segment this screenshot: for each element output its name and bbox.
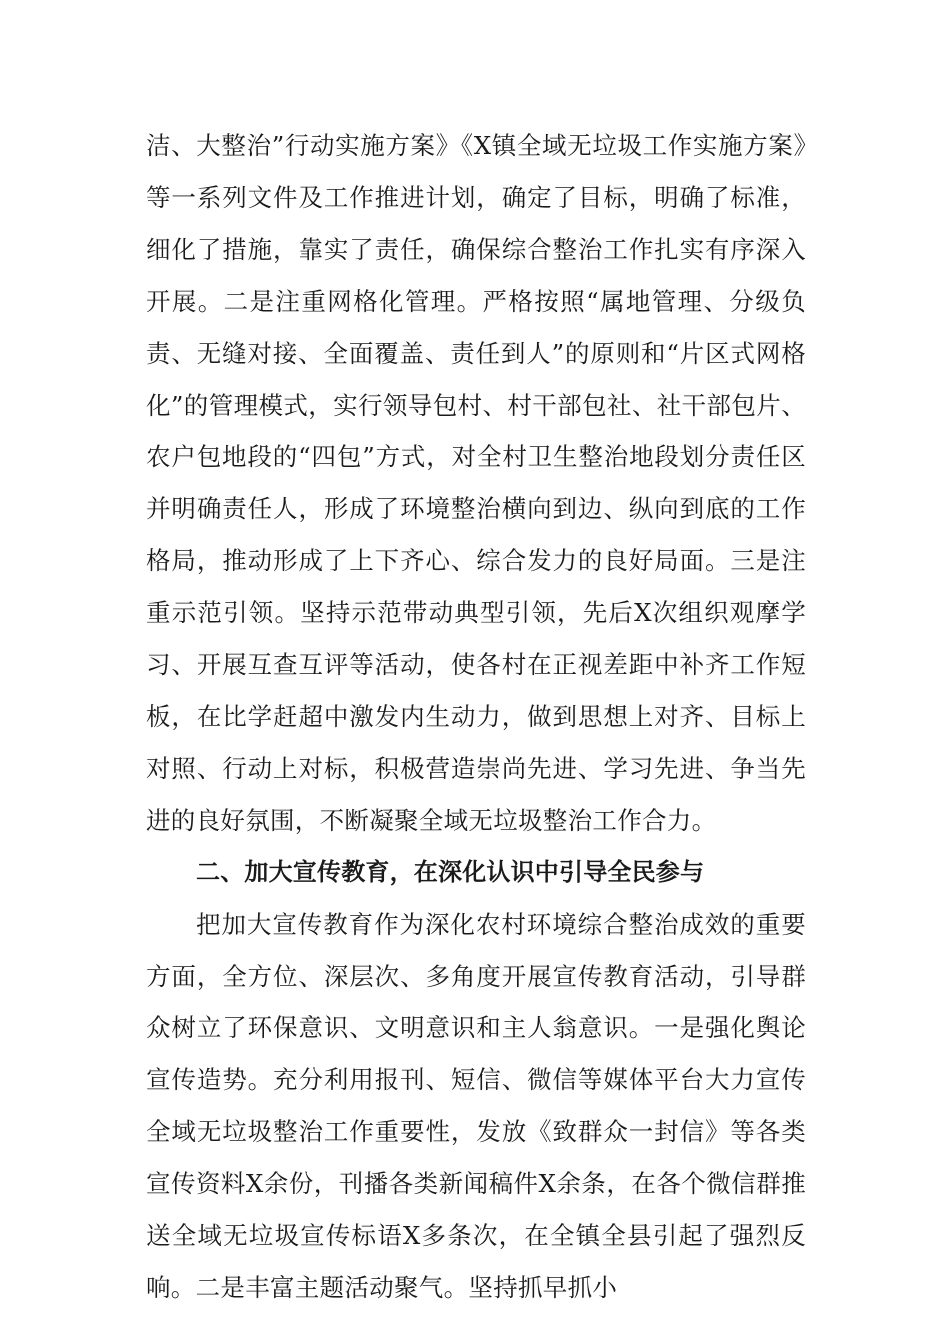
document-body [146,120,806,1314]
body-paragraph-1: 洁、大整治”行动实施方案》《X镇全域无垃圾工作实施方案》等一系列文件及工作推进计划，确定了目标，明确了标准，细化了措施，靠实了责任，确保综合整治工作扎实有序深入开展。二是注重网格化管理。严格按照“属地管理、分级负责、无缝对接、全面覆盖、责任到人”的原则和“片区式网格化”的管理模式，实行领导包村、村干部包社、社干部包片、农户包地段的“四包”方式，对全村卫生整治地段划分责任区并明确责任人，形成了环境整治横向到边、纵向到底的工作格局，推动形成了上下齐心、综合发力的良好局面。三是注重示范引领。坚持示范带动典型引领，先后X次组织观摩学习、开展互查互评等活动，使各村在正视差距中补齐工作短板，在比学赶超中激发内生动力，做到思想上对齐、目标上对照、行动上对标，积极营造崇尚先进、学习先进、争当先进的良好氛围，不断凝聚全域无垃圾整治工作合力。 [146,131,806,835]
section-heading-2: 二、加大宣传教育，在深化认识中引导全民参与 [196,857,705,886]
body-paragraph-2: 把加大宣传教育作为深化农村环境综合整治成效的重要方面，全方位、深层次、多角度开展宣传教育活动，引导群众树立了环保意识、文明意识和主人翁意识。一是强化舆论宣传造势。充分利用报刊、短信、微信等媒体平台大力宣传全域无垃圾整治工作重要性，发放《致群众一封信》等各类宣传资料X余份，刊播各类新闻稿件X余条，在各个微信群推送全域无垃圾宣传标语X多条次，在全镇全县引起了强烈反响。二是丰富主题活动聚气。坚持抓早抓小 [146,909,806,1302]
